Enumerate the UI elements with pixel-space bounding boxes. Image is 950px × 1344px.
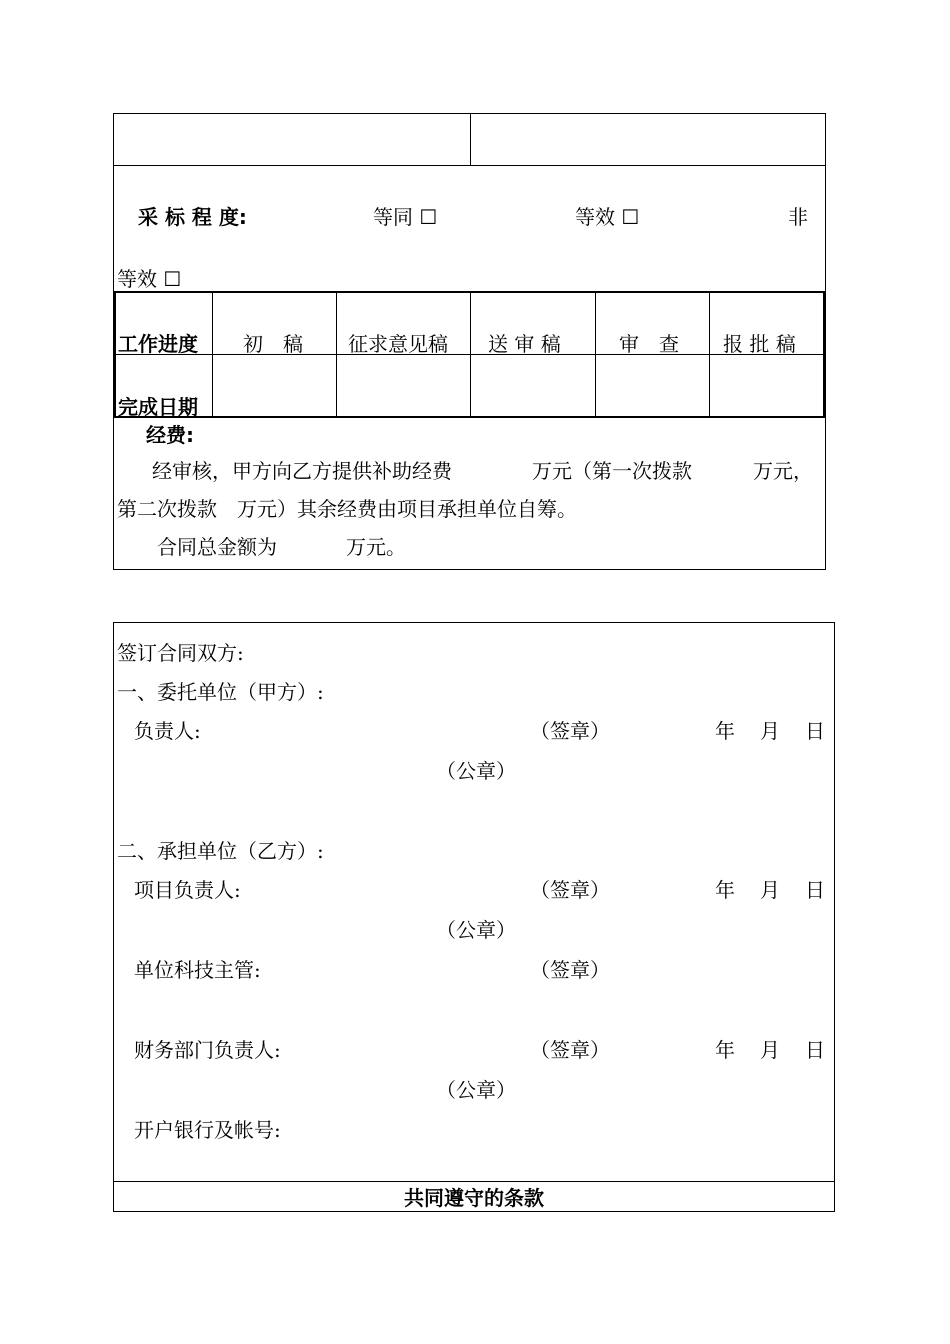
- party-b-finance-date-month: 月: [760, 1038, 780, 1062]
- party-a-seal: （公章）: [436, 759, 516, 783]
- party-b-finance-sign: （签章）: [530, 1038, 610, 1062]
- party-b-leader-date-month: 月: [760, 878, 780, 902]
- party-b-bank-label: 开户银行及帐号:: [134, 1118, 281, 1142]
- party-b-leader-label: 项目负责人:: [134, 878, 241, 902]
- party-a-date-month: 月: [760, 719, 780, 743]
- funding-line1-b: 万元（第一次拨款: [532, 459, 692, 483]
- progress-col-1: [212, 291, 213, 417]
- party-b-seal-1: （公章）: [436, 918, 516, 942]
- funding-line2: 第二次拨款 万元）其余经费由项目承担单位自筹。: [117, 497, 577, 521]
- progress-grid-left: [114, 291, 116, 417]
- party-b-finance-label: 财务部门负责人:: [134, 1038, 281, 1062]
- party-b-seal-2: （公章）: [436, 1078, 516, 1102]
- funding-line3-a: 合同总金额为: [157, 535, 277, 559]
- party-a-date-year: 年: [715, 719, 735, 743]
- progress-grid-right: [823, 291, 825, 417]
- funding-line1-a: 经审核，甲方向乙方提供补助经费: [152, 459, 452, 483]
- stage-draft: 初 稿: [243, 332, 303, 356]
- terms-title: 共同遵守的条款: [404, 1186, 544, 1210]
- signing-title: 签订合同双方:: [117, 641, 244, 665]
- progress-col-5: [709, 291, 710, 417]
- stage-approval-draft: 报 批 稿: [723, 332, 796, 356]
- progress-row-label: 工作进度: [118, 332, 198, 356]
- standard-label: 采 标 程 度:: [138, 205, 247, 229]
- standard-option-identical[interactable]: 等同 ☐: [373, 205, 438, 229]
- stage-review-draft: 送 审 稿: [488, 332, 561, 356]
- party-b-leader-date-year: 年: [715, 878, 735, 902]
- date-row-label: 完成日期: [118, 395, 198, 419]
- party-a-sign: （签章）: [530, 719, 610, 743]
- party-b-leader-sign: （签章）: [530, 878, 610, 902]
- party-b-leader-date-day: 日: [805, 878, 825, 902]
- party-b-tech-sign: （签章）: [530, 958, 610, 982]
- funding-line3-b: 万元。: [346, 535, 406, 559]
- party-b-tech-label: 单位科技主管:: [134, 958, 261, 982]
- progress-col-3: [470, 291, 471, 417]
- stage-review: 审 查: [619, 332, 679, 356]
- party-a-date-day: 日: [805, 719, 825, 743]
- party-b-heading: 二、承担单位（乙方）:: [117, 839, 324, 863]
- party-a-leader-label: 负责人:: [134, 719, 201, 743]
- standard-option-nonequivalent-b[interactable]: 等效 ☐: [117, 267, 182, 291]
- party-b-finance-date-year: 年: [715, 1038, 735, 1062]
- top-row-divider: [470, 113, 471, 166]
- terms-divider: [113, 1181, 835, 1182]
- funding-line1-c: 万元，: [753, 459, 813, 483]
- standard-option-nonequivalent-a[interactable]: 非: [788, 205, 808, 229]
- progress-col-4: [595, 291, 596, 417]
- top-row-bottom: [113, 165, 826, 166]
- party-a-heading: 一、委托单位（甲方）:: [117, 680, 324, 704]
- standard-option-equivalent[interactable]: 等效 ☐: [575, 205, 640, 229]
- progress-col-2: [336, 291, 337, 417]
- stage-comment-draft: 征求意见稿: [348, 332, 448, 356]
- funding-title: 经费:: [146, 423, 194, 447]
- party-b-finance-date-day: 日: [805, 1038, 825, 1062]
